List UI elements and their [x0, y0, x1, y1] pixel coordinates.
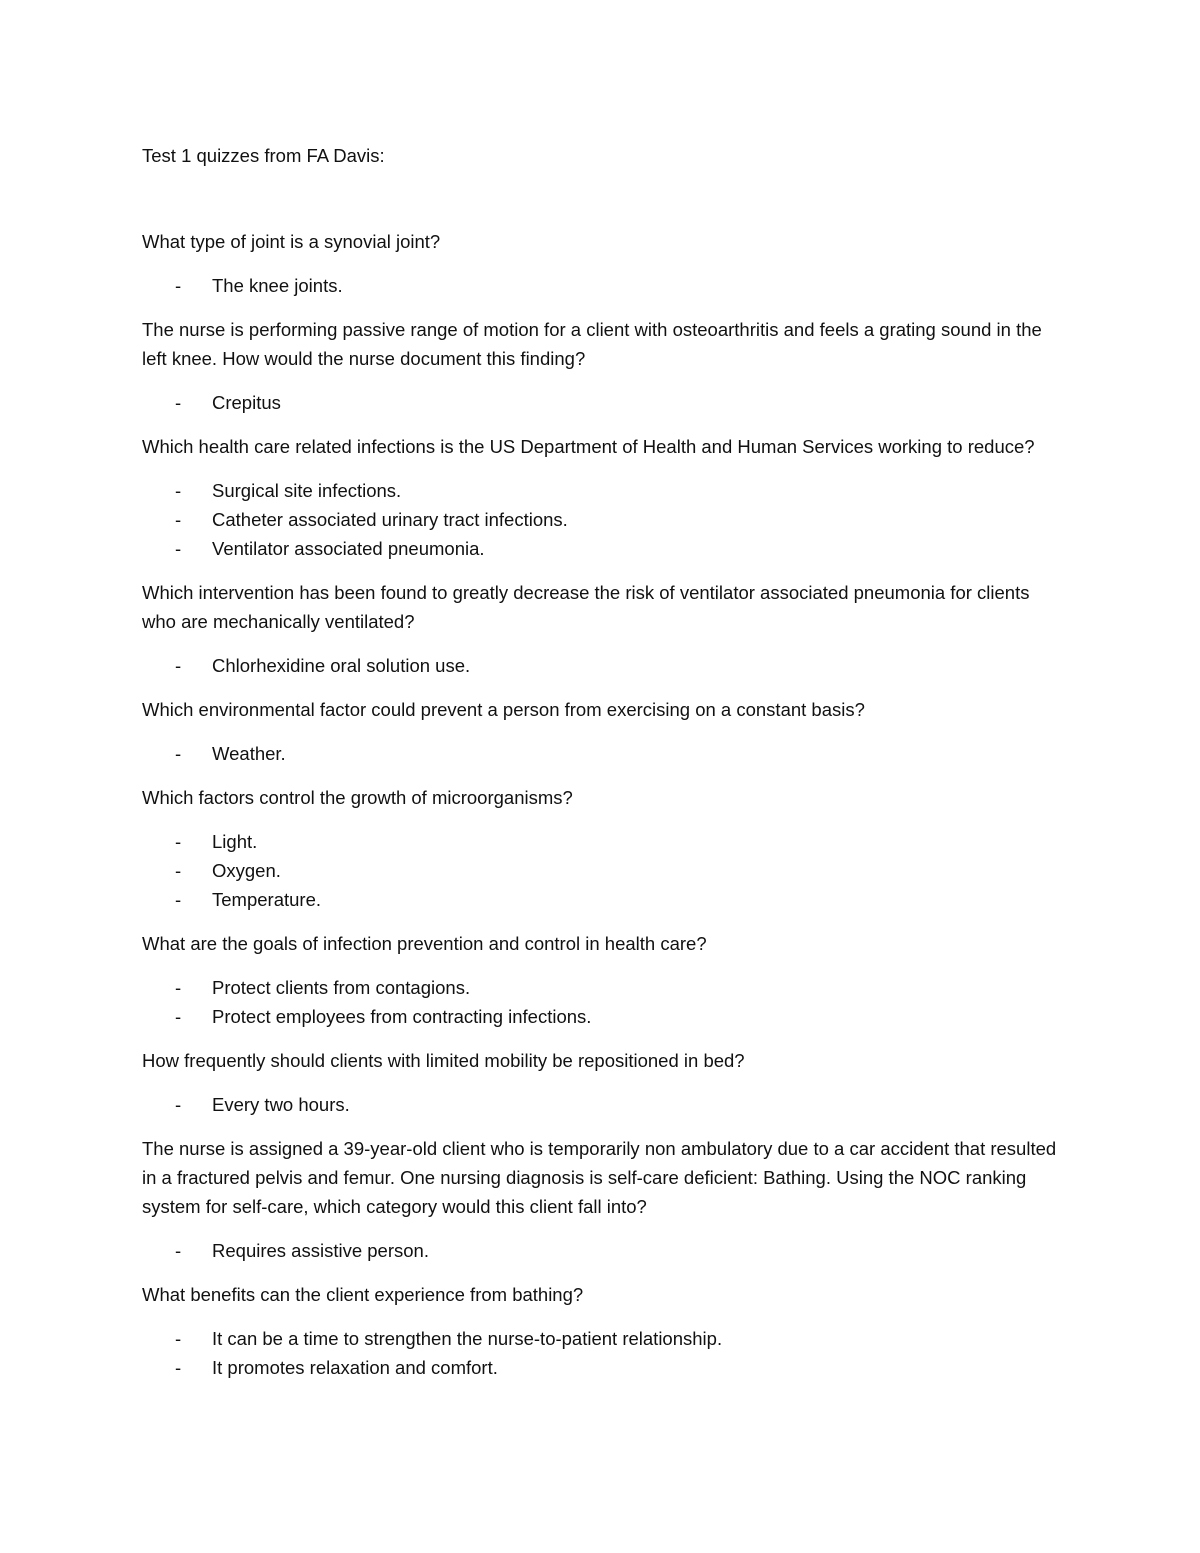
answer-item: [142, 827, 1062, 856]
question-4: Which intervention has been found to greatly decrease the risk of ventilator associated pneumonia for clients who are mechanically ventilated?: [142, 582, 1030, 632]
answer-item: [142, 973, 1062, 1002]
answer-text: Temperature.: [212, 889, 321, 910]
answer-text: Chlorhexidine oral solution use.: [212, 655, 471, 676]
answer-item: [142, 1324, 1062, 1353]
answer-list-9: [142, 1236, 1062, 1265]
answer-text: Protect employees from contracting infections.: [212, 1006, 592, 1027]
question-10: What benefits can the client experience from bathing?: [142, 1284, 584, 1305]
answer-text: Catheter associated urinary tract infections.: [212, 509, 568, 530]
question-9: The nurse is assigned a 39-year-old client who is temporarily non ambulatory due to a car accident that resulted in a fractured pelvis and femur. One nursing diagnosis is self-care deficient: Bathing. Using the NOC ranking system for self-care, which category would this client fall into?: [142, 1138, 1057, 1217]
bullet-dash: -: [175, 509, 182, 530]
answer-item: [142, 856, 1062, 885]
bullet-dash: -: [175, 1094, 182, 1115]
answer-text: Light.: [212, 831, 258, 852]
bullet-dash: -: [175, 1240, 182, 1261]
answer-item: [142, 651, 1062, 680]
bullet-dash: -: [175, 1006, 182, 1027]
bullet-dash: -: [175, 538, 182, 559]
document-title: Test 1 quizzes from FA Davis:: [142, 145, 385, 166]
bullet-dash: -: [175, 392, 182, 413]
bullet-dash: -: [175, 655, 182, 676]
answer-list-4: [142, 651, 1062, 680]
question-2: The nurse is performing passive range of motion for a client with osteoarthritis and feels a grating sound in the left knee. How would the nurse document this finding?: [142, 319, 1042, 369]
answer-text: Requires assistive person.: [212, 1240, 429, 1261]
bullet-dash: -: [175, 977, 182, 998]
answer-text: Crepitus: [212, 392, 281, 413]
bullet-dash: -: [175, 831, 182, 852]
answer-text: The knee joints.: [212, 275, 343, 296]
answer-list-3: [142, 476, 1062, 563]
answer-text: Surgical site infections.: [212, 480, 402, 501]
answer-text: Weather.: [212, 743, 286, 764]
answer-item: [142, 534, 1062, 563]
question-8: How frequently should clients with limited mobility be repositioned in bed?: [142, 1050, 745, 1071]
bullet-dash: -: [175, 275, 182, 296]
bullet-dash: -: [175, 743, 182, 764]
question-6: Which factors control the growth of microorganisms?: [142, 787, 573, 808]
question-5: Which environmental factor could prevent a person from exercising on a constant basis?: [142, 699, 865, 720]
question-1: What type of joint is a synovial joint?: [142, 231, 441, 252]
question-7: What are the goals of infection prevention and control in health care?: [142, 933, 707, 954]
answer-text: It promotes relaxation and comfort.: [212, 1357, 498, 1378]
answer-text: Every two hours.: [212, 1094, 350, 1115]
answer-list-1: [142, 271, 1062, 300]
bullet-dash: -: [175, 1357, 182, 1378]
answer-list-2: [142, 388, 1062, 417]
answer-text: Oxygen.: [212, 860, 281, 881]
document-content: [142, 141, 1062, 1397]
answer-list-6: [142, 827, 1062, 914]
answer-list-10: [142, 1324, 1062, 1382]
answer-item: [142, 885, 1062, 914]
answer-item: [142, 1236, 1062, 1265]
bullet-dash: -: [175, 1328, 182, 1349]
question-3: Which health care related infections is the US Department of Health and Human Services working to reduce?: [142, 436, 1035, 457]
answer-text: It can be a time to strengthen the nurse-to-patient relationship.: [212, 1328, 723, 1349]
answer-item: [142, 739, 1062, 768]
answer-item: [142, 1090, 1062, 1119]
answer-text: Ventilator associated pneumonia.: [212, 538, 485, 559]
answer-text: Protect clients from contagions.: [212, 977, 471, 998]
answer-list-8: [142, 1090, 1062, 1119]
bullet-dash: -: [175, 480, 182, 501]
answer-list-5: [142, 739, 1062, 768]
answer-item: [142, 388, 1062, 417]
answer-list-7: [142, 973, 1062, 1031]
answer-item: [142, 505, 1062, 534]
answer-item: [142, 1353, 1062, 1382]
answer-item: [142, 476, 1062, 505]
answer-item: [142, 271, 1062, 300]
bullet-dash: -: [175, 860, 182, 881]
bullet-dash: -: [175, 889, 182, 910]
answer-item: [142, 1002, 1062, 1031]
